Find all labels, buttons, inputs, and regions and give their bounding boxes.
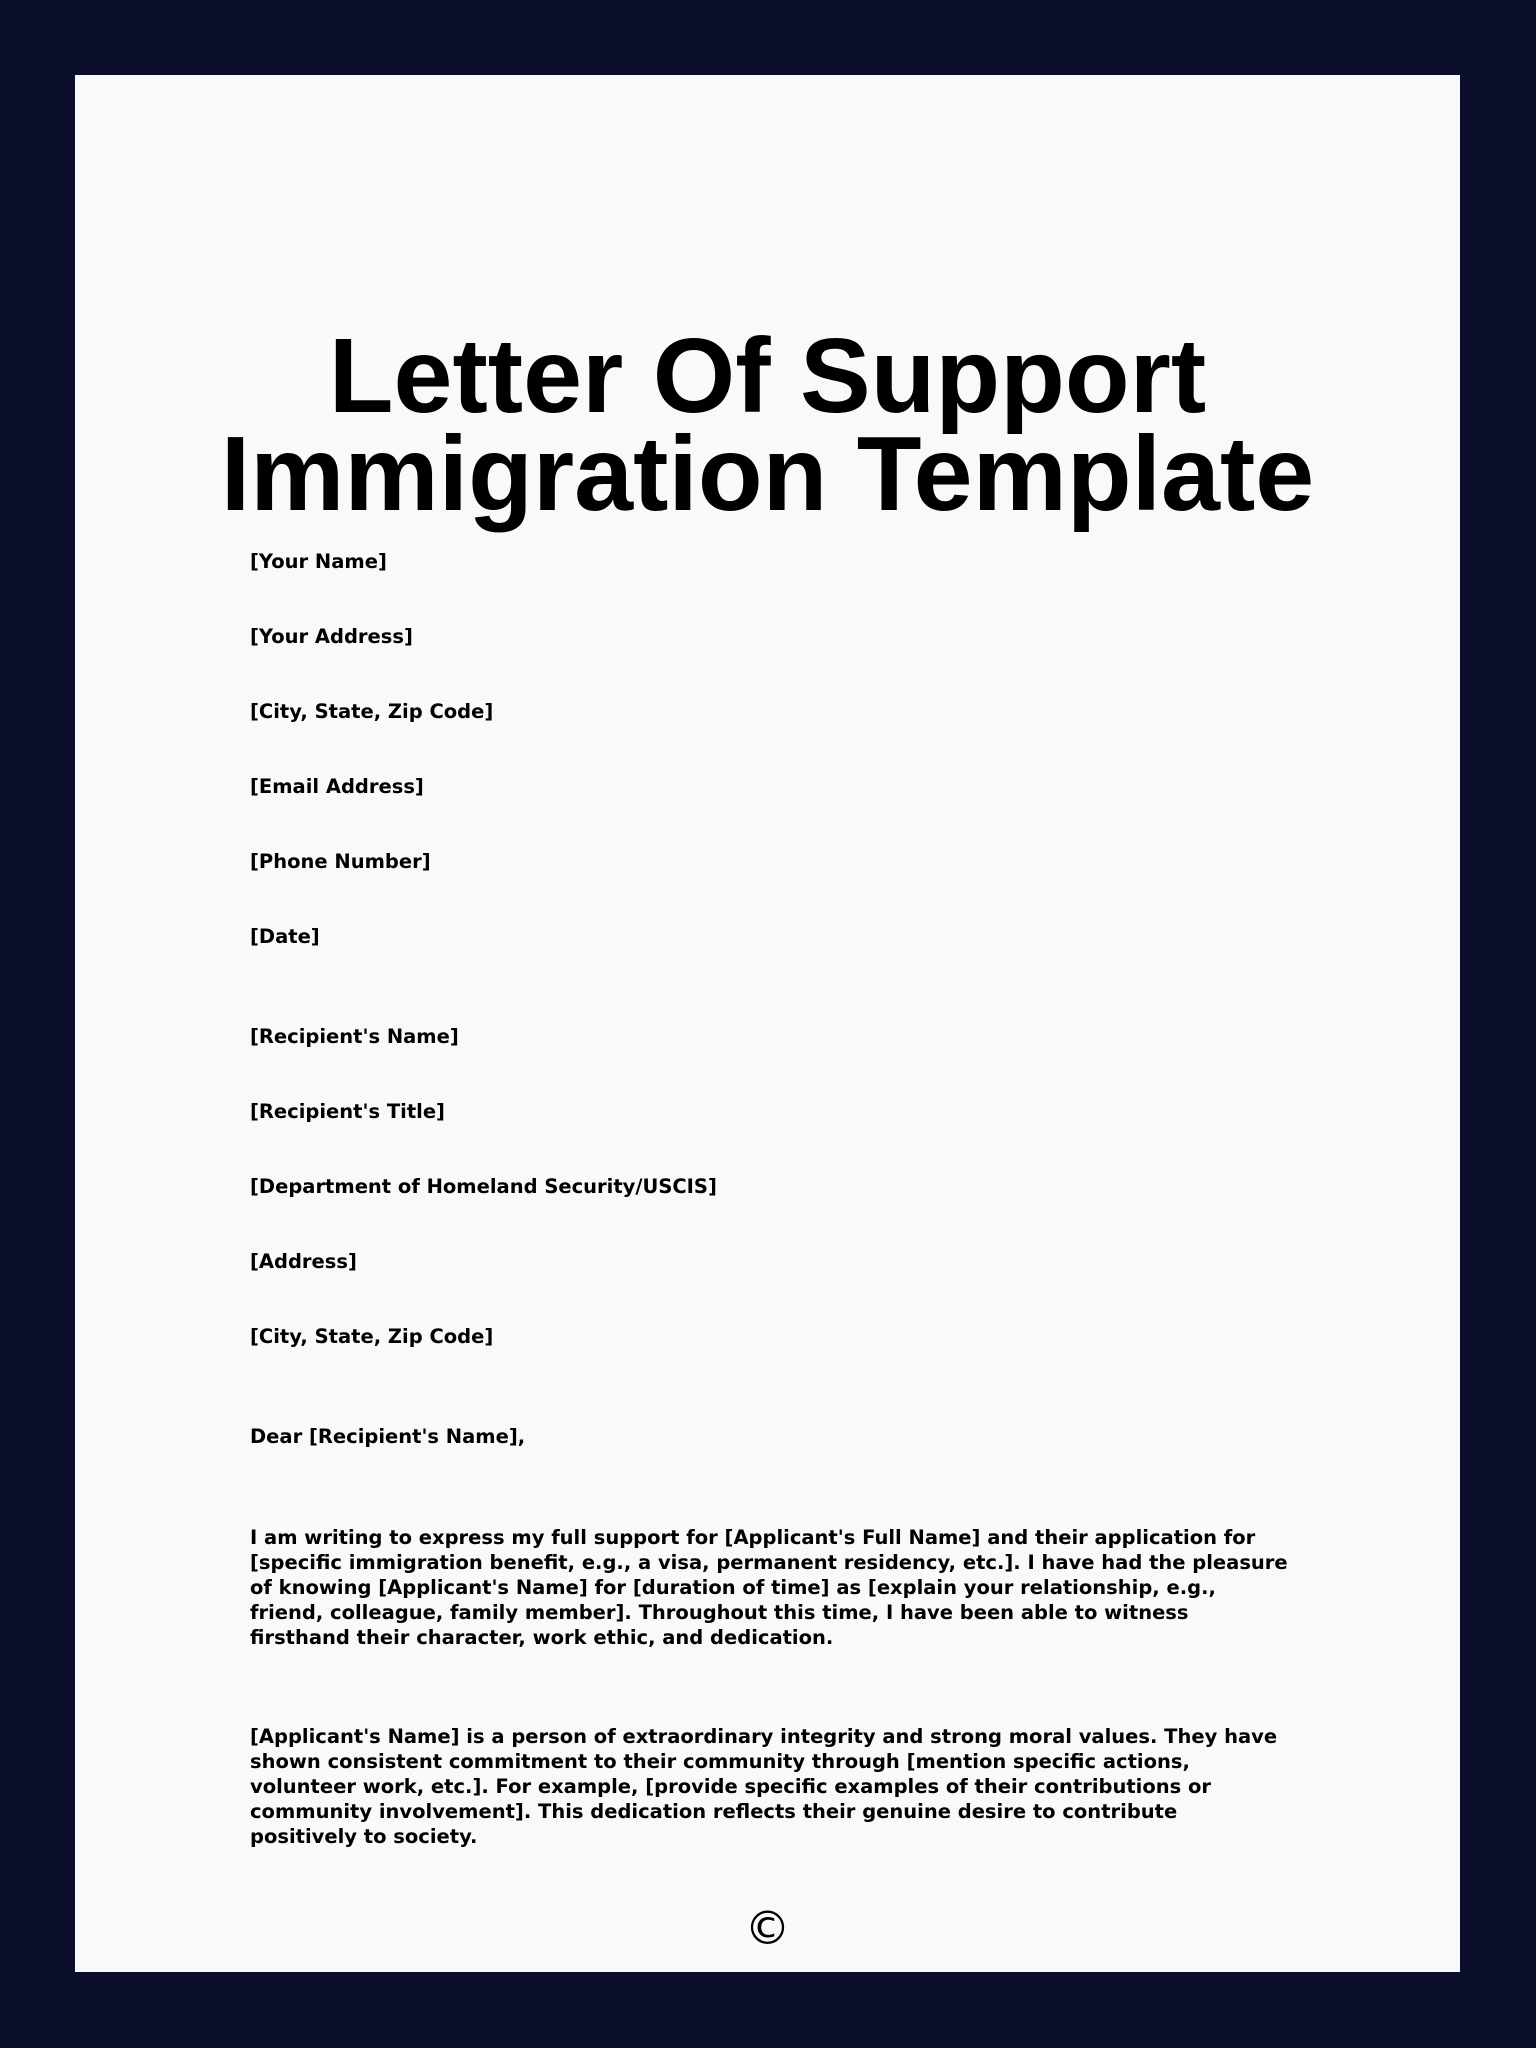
salutation: Dear [Recipient's Name], [250, 1425, 526, 1448]
document-title [75, 317, 1460, 533]
body-paragraph-1: I am writing to express my full support for [Applicant's Full Name] and their application for [specific immigration benefit, e.g., a visa, permanent residency, etc.]. I have had the pleasure of knowing [Applicant's Name] for [duration of time] as [explain your relationship, e.g., friend, colleague, family member]. Throughout this time, I have been able to witness firsthand their character, work ethic, and dedication. [250, 1526, 1288, 1649]
sender-phone: [Phone Number] [250, 850, 431, 873]
body-paragraph-2: [Applicant's Name] is a person of extraordinary integrity and strong moral values. They have shown consistent commitment to their community through [mention specific actions, volunteer work, etc.]. For example, [provide specific examples of their contributions or community involvement]. This dedication reflects their genuine desire to contribute positively to society. [250, 1725, 1278, 1848]
recipient-name: [Recipient's Name] [250, 1025, 459, 1048]
sender-address: [Your Address] [250, 625, 413, 648]
title-line-1: Letter Of Support [328, 317, 1207, 435]
sender-city-state-zip: [City, State, Zip Code] [250, 700, 494, 723]
recipient-title: [Recipient's Title] [250, 1100, 445, 1123]
sender-email: [Email Address] [250, 775, 424, 798]
letter-date: [Date] [250, 925, 320, 948]
sender-name: [Your Name] [250, 550, 387, 573]
title-line-2: Immigration Template [220, 415, 1315, 533]
recipient-city-state-zip: [City, State, Zip Code] [250, 1325, 494, 1348]
document-page [75, 75, 1460, 1972]
copyright-icon: © [744, 1901, 791, 1955]
recipient-department: [Department of Homeland Security/USCIS] [250, 1175, 717, 1198]
recipient-address: [Address] [250, 1250, 357, 1273]
